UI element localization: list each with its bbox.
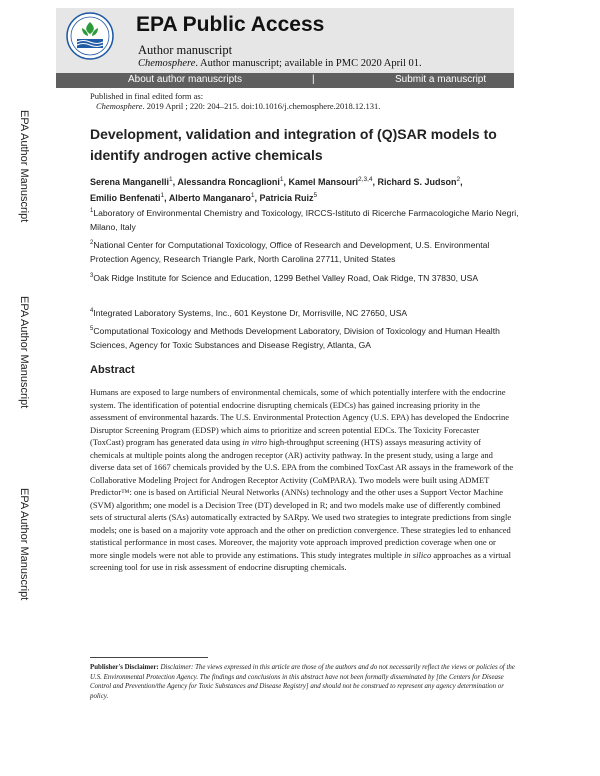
- published-citation: [96, 101, 380, 111]
- disclaimer-text: Disclaimer: The views expressed in this article are those of the authors and do not necessarily reflect the views or policies of the U.S. Environmental Protection Agency. The findings and conclusions in this abstract have not been formally disseminated by [the Centers for Disease Control and Prevention/the Agency for Toxic Substances and Disease Registry] and should not be construed to represent any agency determination or policy.: [90, 664, 515, 700]
- author: Kamel Mansouri$^{2,3,4}$,: [288, 176, 378, 187]
- submit-manuscript-link[interactable]: Submit a manuscript: [395, 74, 487, 85]
- disclaimer-label: Publisher's Disclaimer:: [90, 664, 159, 671]
- author: Alessandra Roncaglioni$^1$,: [177, 176, 289, 187]
- side-label-bottom: EPA Author Manuscript: [18, 488, 30, 601]
- header-cite-rest: . Author manuscript; available in PMC 2020 April 01.: [195, 58, 422, 69]
- header-journal: Chemosphere: [138, 58, 196, 69]
- author: Alberto Manganaro$^1$,: [168, 192, 260, 203]
- abstract-heading: Abstract: [90, 364, 135, 376]
- header-nav-bar: [56, 73, 514, 88]
- affiliation: $^4$Integrated Laboratory Systems, Inc., 601 Keystone Dr, Morrisville, NC 27650, USA: [90, 307, 408, 318]
- epa-seal-icon: [66, 12, 114, 60]
- side-label-top: EPA Author Manuscript: [18, 110, 30, 223]
- affiliation: $^3$Oak Ridge Institute for Science and Education, 1299 Bethel Valley Road, Oak Ridge, TN 37830, USA: [90, 272, 479, 283]
- header-citation: [138, 58, 422, 69]
- published-note: Published in final edited form as:: [90, 91, 204, 101]
- affiliation: $^5$Computational Toxicology and Methods Development Laboratory, Division of Toxicology and Human Health Sciences, Agency for Toxic Substances and Disease Registry, Atlanta, GA: [90, 325, 500, 350]
- affiliation: $^2$National Center for Computational Toxicology, Office of Research and Development, U.S. Environmental Protection Agency, Research Triangle Park, North Carolina 27711, United States: [90, 239, 490, 264]
- affiliation: $^1$Laboratory of Environmental Chemistry and Toxicology, IRCCS-Istituto di Ricerche Farmacologiche Mario Negri, Milano, Italy: [90, 207, 519, 232]
- author: Richard S. Judson$^2$,: [377, 176, 463, 187]
- article-title: Development, validation and integration of (Q)SAR models to identify androgen active chemicals: [90, 126, 497, 163]
- abstract-body: Humans are exposed to large numbers of environmental chemicals, some of which potentially interfere with the endocrine system. The identification of potential endocrine disrupting chemicals (EDCs) has gained increasing priority in the assessment of environmental hazards. The U.S. Environmental Protection Agency (U.S. EPA) has developed the Endocrine Disruptor Screening Program (EDSP) which aims to prioritize and screen potential EDCs. The Toxicity Forecaster (ToxCast) program has generated data using in vitro high-throughput screening (HTS) assays measuring activity of chemicals at multiple points along the androgen receptor (AR) activity pathway. In the present study, using a large and diverse data set of 1667 chemicals provided by the U.S. EPA from the combined ToxCast AR assays in the framework of the Collaborative Modeling Project for Androgen Receptor Activity (CoMPARA). Two models were built using ADMET Predictor™: one is based on Artificial Neural Networks (ANNs) technology and the other uses a Support Vector Machine (SVM) algorithm; one model is a Decision Tree (DT) developed in R; and two models make use of differently combined sets of structural alerts (SAs) automatically extracted by SARpy. We used two strategies to integrate predictions from single models; one is based on a majority vote approach and the other on prediction convergence. These strategies led to enhanced statistical performance in most cases. Moreover, the majority vote approach improved prediction coverage when one or more single models were not able to provide any estimations. This study integrates multiple in silico approaches as a virtual screening tool for use in risk assessment of endocrine disrupting chemicals.: [90, 387, 514, 572]
- author: Patricia Ruiz$^5$: [259, 192, 318, 203]
- site-title: EPA Public Access: [136, 13, 325, 36]
- nav-separator: |: [312, 74, 315, 85]
- author: Emilio Benfenati$^1$,: [90, 192, 169, 203]
- author-list: [90, 173, 530, 205]
- author: Serena Manganelli$^1$,: [90, 176, 178, 187]
- about-manuscripts-link[interactable]: About author manuscripts: [128, 74, 242, 85]
- side-label-middle: EPA Author Manuscript: [18, 296, 30, 409]
- published-cite-rest: . 2019 April ; 220: 204–215. doi:10.1016/j.chemosphere.2018.12.131.: [142, 101, 381, 111]
- publisher-disclaimer: [90, 663, 515, 701]
- published-journal: Chemosphere: [96, 101, 143, 111]
- footnote-divider: [90, 657, 208, 658]
- manuscript-label: Author manuscript: [138, 43, 233, 57]
